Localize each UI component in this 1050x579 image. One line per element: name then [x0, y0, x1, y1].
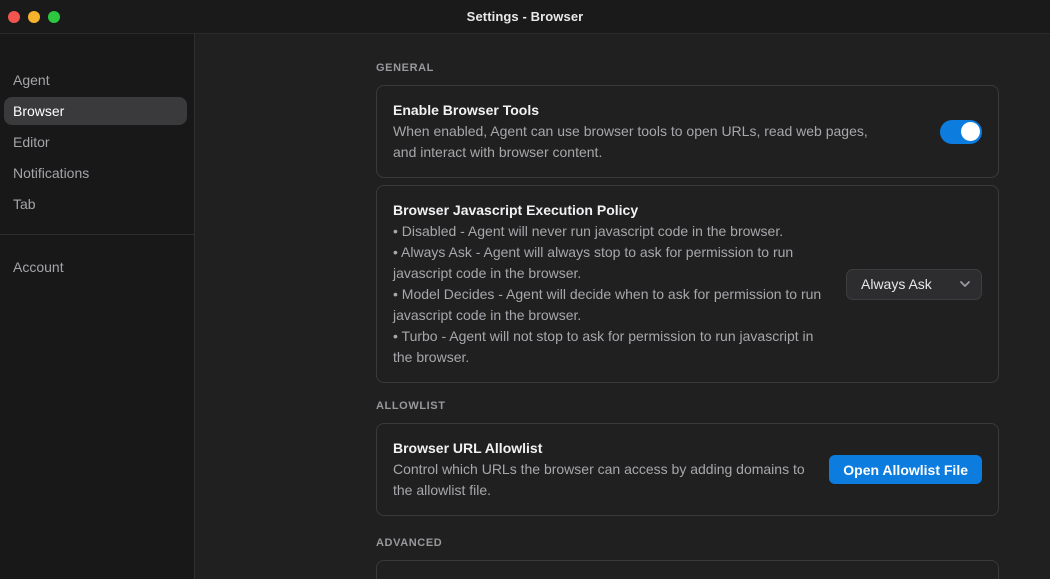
js-policy-dropdown[interactable] — [846, 269, 982, 300]
sidebar-item-tab[interactable] — [4, 190, 187, 218]
setting-title: Enable Browser Tools — [393, 102, 539, 118]
setting-title: Browser URL Allowlist — [393, 440, 543, 456]
sidebar-item-label: Browser — [13, 103, 65, 119]
policy-option-model-decides: • Model Decides - Agent will decide when to ask for permission to run javascript code in the browser. — [393, 286, 822, 323]
card-advanced-partial — [376, 560, 999, 579]
section-header-advanced: ADVANCED — [376, 537, 443, 549]
sidebar-item-editor[interactable] — [4, 128, 187, 156]
toggle-knob — [961, 122, 980, 141]
policy-option-always-ask: • Always Ask - Agent will always stop to ask for permission to run javascript code in the browser. — [393, 244, 794, 281]
section-header-general: GENERAL — [376, 62, 434, 74]
dropdown-selected-value: Always Ask — [861, 276, 932, 292]
window-controls — [8, 11, 60, 23]
policy-option-disabled: • Disabled - Agent will never run javascript code in the browser. — [393, 223, 784, 239]
card-enable-browser-tools — [376, 85, 999, 178]
minimize-button[interactable] — [28, 11, 40, 23]
sidebar-item-agent[interactable] — [4, 66, 187, 94]
sidebar-item-label: Editor — [13, 134, 50, 150]
title-bar — [0, 0, 1050, 34]
setting-description: Control which URLs the browser can access by adding domains to the allowlist file. — [393, 461, 805, 498]
sidebar-item-label: Agent — [13, 72, 50, 88]
browser-tools-toggle[interactable] — [940, 120, 982, 144]
sidebar-item-browser[interactable] — [4, 97, 187, 125]
sidebar-item-label: Notifications — [13, 165, 90, 181]
settings-content — [195, 34, 1050, 579]
setting-title: Browser Javascript Execution Policy — [393, 202, 639, 218]
open-allowlist-file-button[interactable]: Open Allowlist File — [829, 455, 982, 484]
card-url-allowlist — [376, 423, 999, 516]
policy-option-turbo: • Turbo - Agent will not stop to ask for permission to run javascript in the browser. — [393, 328, 814, 365]
window-title: Settings - Browser — [466, 9, 584, 24]
zoom-button[interactable] — [48, 11, 60, 23]
settings-sidebar — [0, 34, 195, 579]
sidebar-item-notifications[interactable] — [4, 159, 187, 187]
setting-description: When enabled, Agent can use browser tools to open URLs, read web pages, and interact with browser content. — [393, 123, 868, 160]
sidebar-item-label: Tab — [13, 196, 36, 212]
sidebar-item-account[interactable] — [4, 253, 187, 281]
card-js-execution-policy — [376, 185, 999, 383]
close-button[interactable] — [8, 11, 20, 23]
sidebar-item-label: Account — [13, 259, 64, 275]
section-header-allowlist: ALLOWLIST — [376, 400, 446, 412]
chevron-down-icon — [959, 280, 971, 288]
